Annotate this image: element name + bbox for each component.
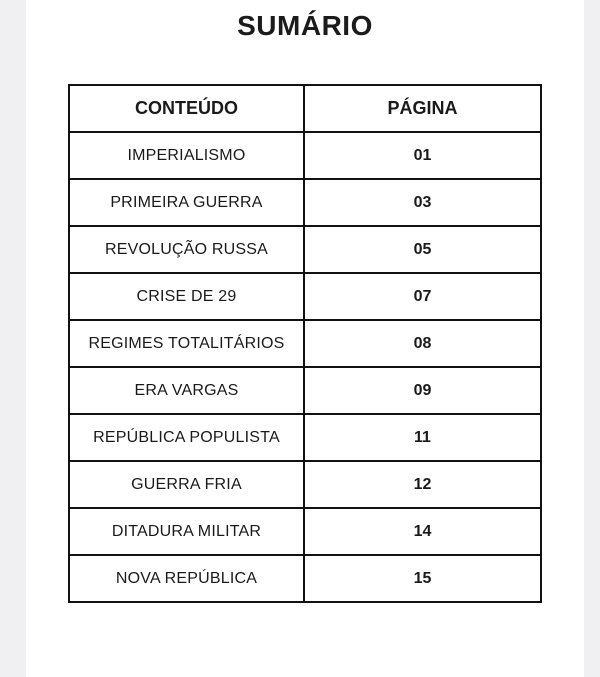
- table-row: [69, 179, 541, 226]
- table-row: [69, 367, 541, 414]
- row-content: GUERRA FRIA: [69, 461, 304, 508]
- row-content: IMPERIALISMO: [69, 132, 304, 179]
- page-title: SUMÁRIO: [237, 10, 373, 41]
- column-header-page: PÁGINA: [304, 85, 541, 132]
- row-content: REVOLUÇÃO RUSSA: [69, 226, 304, 273]
- row-content: DITADURA MILITAR: [69, 508, 304, 555]
- row-page-number: 11: [304, 414, 541, 461]
- table-row: [69, 273, 541, 320]
- table-row: [69, 555, 541, 602]
- table-of-contents: [68, 84, 542, 603]
- row-content: REPÚBLICA POPULISTA: [69, 414, 304, 461]
- table-row: [69, 132, 541, 179]
- row-page-number: 08: [304, 320, 541, 367]
- table-row: [69, 414, 541, 461]
- column-header-content: CONTEÚDO: [69, 85, 304, 132]
- row-content: ERA VARGAS: [69, 367, 304, 414]
- row-page-number: 14: [304, 508, 541, 555]
- row-page-number: 07: [304, 273, 541, 320]
- row-page-number: 03: [304, 179, 541, 226]
- table-row: [69, 320, 541, 367]
- row-page-number: 01: [304, 132, 541, 179]
- row-page-number: 05: [304, 226, 541, 273]
- row-page-number: 09: [304, 367, 541, 414]
- row-content: NOVA REPÚBLICA: [69, 555, 304, 602]
- row-content: REGIMES TOTALITÁRIOS: [69, 320, 304, 367]
- row-page-number: 15: [304, 555, 541, 602]
- document-page: [26, 0, 584, 677]
- table-row: [69, 461, 541, 508]
- row-content: PRIMEIRA GUERRA: [69, 179, 304, 226]
- table-header-row: [69, 85, 541, 132]
- table-row: [69, 226, 541, 273]
- row-page-number: 12: [304, 461, 541, 508]
- row-content: CRISE DE 29: [69, 273, 304, 320]
- table-row: [69, 508, 541, 555]
